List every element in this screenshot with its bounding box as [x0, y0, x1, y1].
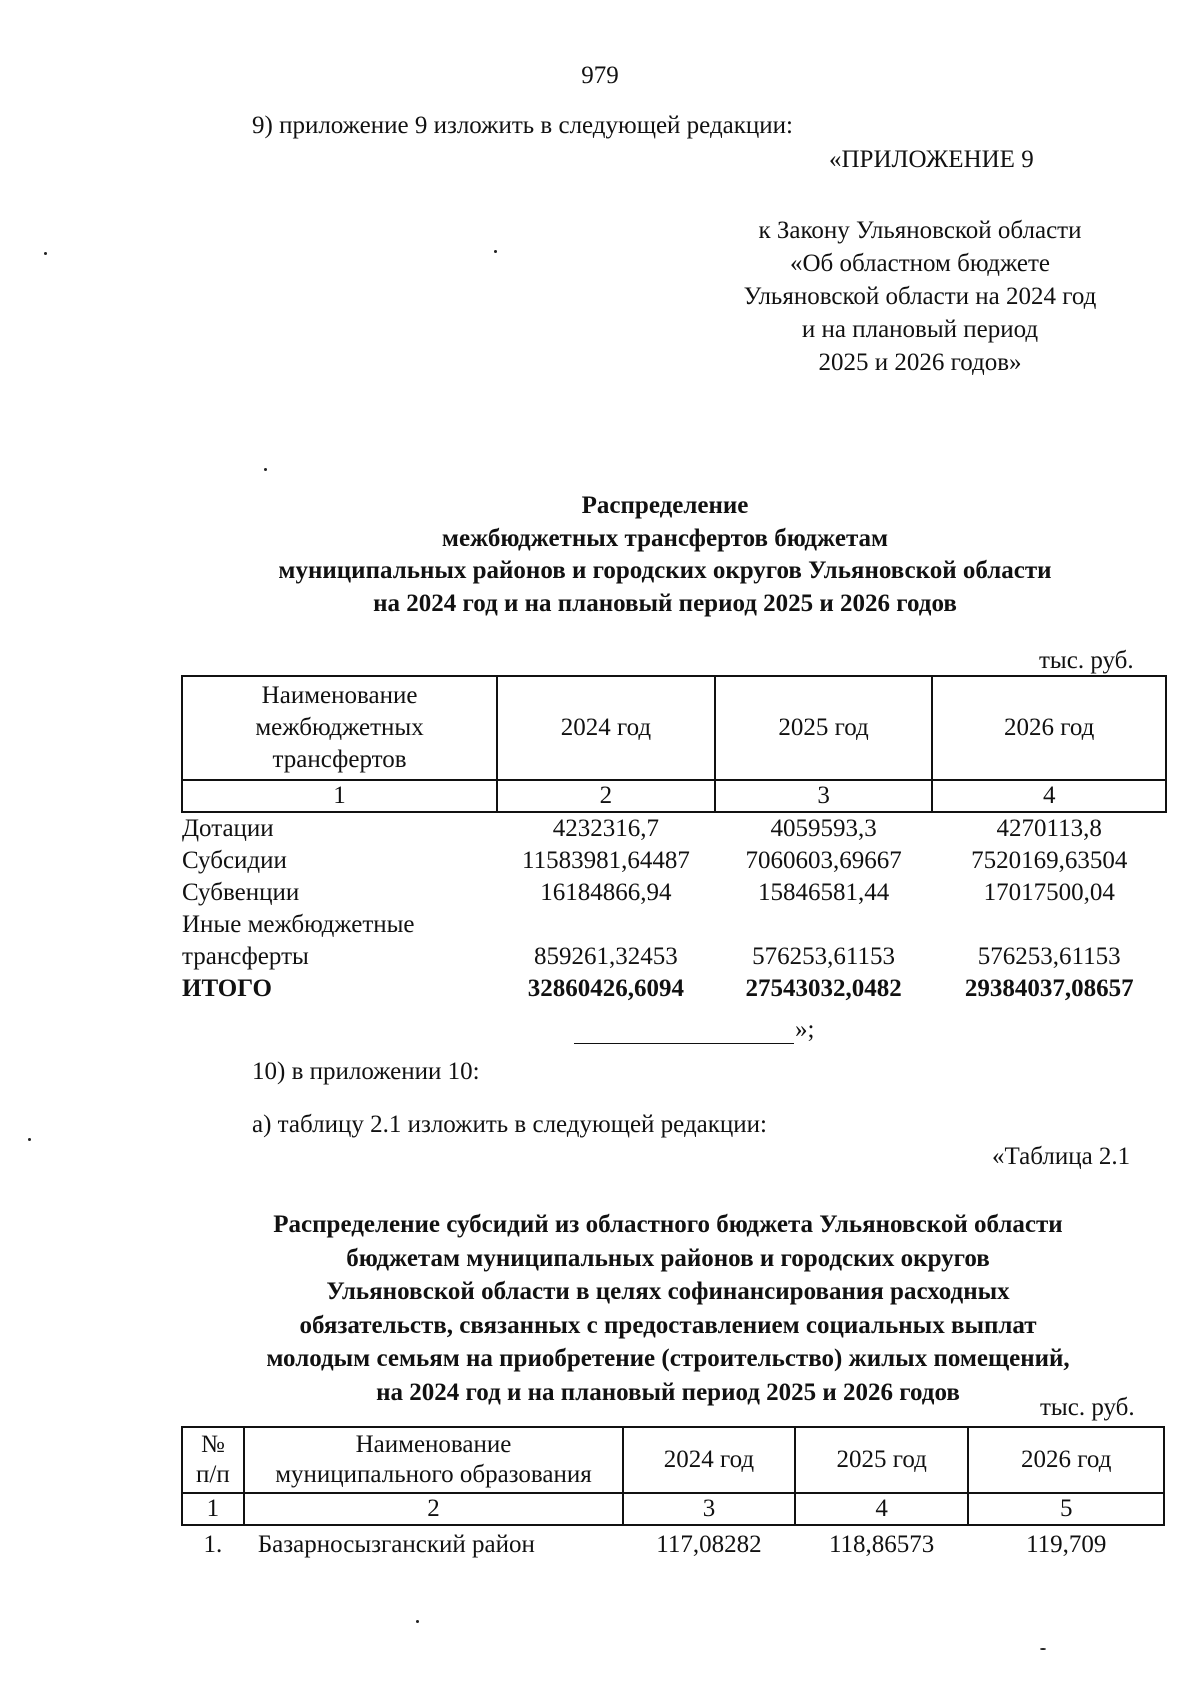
law-line: и на плановый период — [801, 316, 1039, 343]
value-2026: 17017500,04 — [983, 879, 1115, 906]
header-name: Наименование межбюджетных трансфертов — [182, 676, 497, 780]
closing-mark: »; — [795, 1016, 815, 1043]
row-name: Дотации — [182, 815, 274, 842]
section-heading-1 — [0, 490, 1200, 620]
scan-speck — [264, 468, 267, 471]
column-number-row — [182, 780, 1166, 812]
scan-speck — [28, 1138, 31, 1141]
law-line: «Об областном бюджете — [789, 250, 1051, 277]
value-2024: 16184866,94 — [540, 879, 672, 906]
table-row — [182, 812, 1166, 845]
law-reference — [700, 214, 1140, 379]
value-2026: 4270113,8 — [996, 815, 1102, 842]
header-number: № п/п — [182, 1427, 244, 1493]
closing-underline — [574, 1043, 794, 1044]
heading-line: межбюджетных трансфертов бюджетам — [441, 524, 889, 552]
units-label-2: тыс. руб. — [1040, 1394, 1135, 1421]
heading-line: Ульяновской области в целях софинансирования расходных — [326, 1278, 1010, 1305]
row-name: Базарносызганский район — [257, 1531, 535, 1558]
row-name: Субвенции — [182, 879, 300, 906]
law-line: 2025 и 2026 годов» — [818, 349, 1022, 376]
table-row — [182, 845, 1166, 877]
total-row — [182, 973, 1166, 1005]
table-row — [182, 909, 1166, 941]
heading-line: муниципальных районов и городских округов Ульяновской области — [278, 557, 1052, 584]
heading-line: Распределение — [581, 492, 749, 519]
total-label: ИТОГО — [182, 975, 272, 1002]
row-name-line1: Иные межбюджетные — [182, 911, 415, 938]
page-number: 979 — [581, 62, 619, 89]
header-2024: 2024 год — [497, 676, 715, 780]
heading-line: Распределение субсидий из областного бюджета Ульяновской области — [273, 1211, 1063, 1238]
value-2024: 859261,32453 — [534, 943, 678, 970]
header-2024: 2024 год — [623, 1427, 795, 1493]
col-number: 1 — [182, 780, 497, 812]
total-2025: 27543032,0482 — [745, 975, 902, 1002]
col-number: 4 — [795, 1493, 969, 1525]
total-2024: 32860426,6094 — [527, 975, 685, 1002]
col-number: 3 — [715, 780, 933, 812]
col-number: 4 — [932, 780, 1166, 812]
table-row — [182, 1525, 1164, 1564]
law-line: Ульяновской области на 2024 год — [743, 283, 1097, 310]
col-number: 5 — [968, 1493, 1164, 1525]
scan-speck — [44, 252, 47, 255]
value-2025: 576253,61153 — [752, 943, 895, 970]
col-number: 2 — [497, 780, 715, 812]
appendix-title: «ПРИЛОЖЕНИЕ 9 — [829, 146, 1034, 173]
row-name: трансферты — [182, 943, 309, 970]
heading-line: бюджетам муниципальных районов и городских округов — [346, 1244, 990, 1272]
total-2026: 29384037,08657 — [964, 975, 1134, 1002]
heading-line: на 2024 год и на плановый период 2025 и 2026 годов — [373, 589, 957, 617]
header-2025: 2025 год — [795, 1427, 969, 1493]
column-number-row — [182, 1493, 1164, 1525]
section-heading-2 — [0, 1208, 1200, 1409]
item10-sub-a: а) таблицу 2.1 изложить в следующей редакции: — [252, 1111, 767, 1138]
heading-line: молодым семьям на приобретение (строительство) жилых помещений, — [266, 1345, 1070, 1372]
scan-speck — [494, 250, 497, 253]
units-label-1: тыс. руб. — [1039, 647, 1134, 674]
subsidies-table — [181, 1426, 1165, 1564]
header-2026: 2026 год — [932, 676, 1166, 780]
value-2026: 119,709 — [1026, 1531, 1107, 1558]
table-header-row — [182, 676, 1166, 780]
col-number: 3 — [623, 1493, 795, 1525]
scan-speck — [416, 1620, 419, 1623]
col-number: 2 — [244, 1493, 623, 1525]
value-2024: 4232316,7 — [552, 815, 660, 842]
heading-line: обязательств, связанных с предоставлением социальных выплат — [299, 1311, 1037, 1339]
table-header-row — [182, 1427, 1164, 1493]
col-number: 1 — [182, 1493, 244, 1525]
row-name: Субсидии — [182, 847, 287, 874]
law-line: к Закону Ульяновской области — [758, 217, 1082, 244]
row-number: 1. — [203, 1531, 223, 1558]
table-row — [182, 877, 1166, 909]
value-2025: 4059593,3 — [770, 815, 877, 842]
value-2026: 7520169,63504 — [971, 847, 1128, 874]
header-2025: 2025 год — [715, 676, 933, 780]
value-2026: 576253,61153 — [977, 943, 1121, 970]
transfers-table — [181, 675, 1167, 1005]
scan-speck — [1040, 1648, 1046, 1650]
item10-intro: 10) в приложении 10: — [252, 1058, 480, 1085]
table-row — [182, 941, 1166, 973]
value-2024: 11583981,64487 — [522, 847, 690, 874]
value-2024: 117,08282 — [656, 1531, 762, 1558]
header-2026: 2026 год — [968, 1427, 1164, 1493]
table-2-1-title: «Таблица 2.1 — [992, 1143, 1131, 1170]
value-2025: 15846581,44 — [757, 879, 890, 906]
value-2025: 118,86573 — [828, 1531, 935, 1558]
heading-line: на 2024 год и на плановый период 2025 и 2026 годов — [376, 1378, 960, 1406]
item9-intro: 9) приложение 9 изложить в следующей редакции: — [252, 112, 793, 139]
value-2025: 7060603,69667 — [745, 847, 902, 874]
header-name: Наименование муниципального образования — [244, 1427, 623, 1493]
